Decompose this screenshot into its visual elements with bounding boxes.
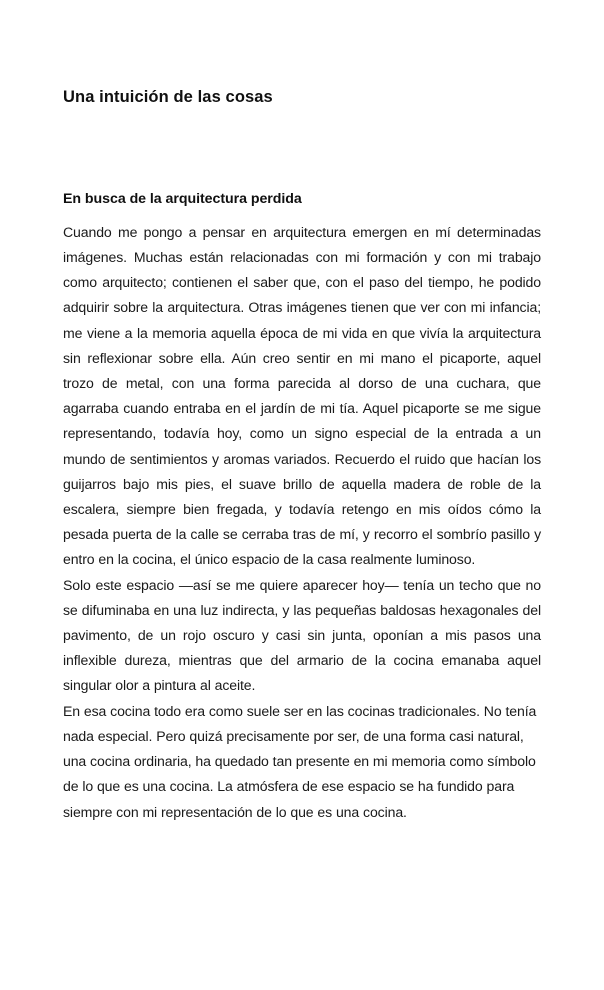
chapter-title: Una intuición de las cosas — [63, 88, 273, 106]
text-column — [63, 0, 541, 825]
body-text — [63, 208, 541, 825]
paragraph: Cuando me pongo a pensar en arquitectura emergen en mí determinadas imágenes. Muchas están relacionadas con mi formación y con mi trabajo como arquitecto; contienen el saber que, con el paso del tiempo, he podido adquirir sobre la arquitectura. Otras imágenes tienen que ver con mi infancia; me viene a la memoria aquella época de mi vida en que vivía la arquitectura sin reflexionar sobre ella. Aún creo sentir en mi mano el picaporte, aquel trozo de metal, con una forma parecida al dorso de una cuchara, que agarraba cuando entraba en el jardín de mi tía. Aquel picaporte se me sigue representando, todavía hoy, como un signo especial de la entrada a un mundo de sentimientos y aromas variados. Recuerdo el ruido que hacían los guijarros bajo mis pies, el suave brillo de aquella madera de roble de la escalera, siempre bien fregada, y todavía retengo en mis oídos cómo la pesada puerta de la calle se cerraba tras de mí, y recorro el sombrío pasillo y entro en la cocina, el único espacio de la casa realmente luminoso. — [63, 223, 541, 568]
paragraph: Solo este espacio —así se me quiere aparecer hoy— tenía un techo que no se difuminaba en una luz indirecta, y las pequeñas baldosas hexagonales del pavimento, de un rojo oscuro y casi sin junta, oponían a mis pasos una inflexible dureza, mientras que del armario de la cocina emanaba aquel singular olor a pintura al aceite. — [63, 576, 541, 694]
paragraph: En esa cocina todo era como suele ser en las cocinas tradicionales. No tenía nada especial. Pero quizá precisamente por ser, de una forma casi natural, una cocina ordinaria, ha quedado tan presente en mi memoria como símbolo de lo que es una cocina. La atmósfera de ese espacio se ha fundido para siempre con mi representación de lo que es una cocina. — [63, 702, 537, 820]
section-heading: En busca de la arquitectura perdida — [63, 190, 302, 207]
